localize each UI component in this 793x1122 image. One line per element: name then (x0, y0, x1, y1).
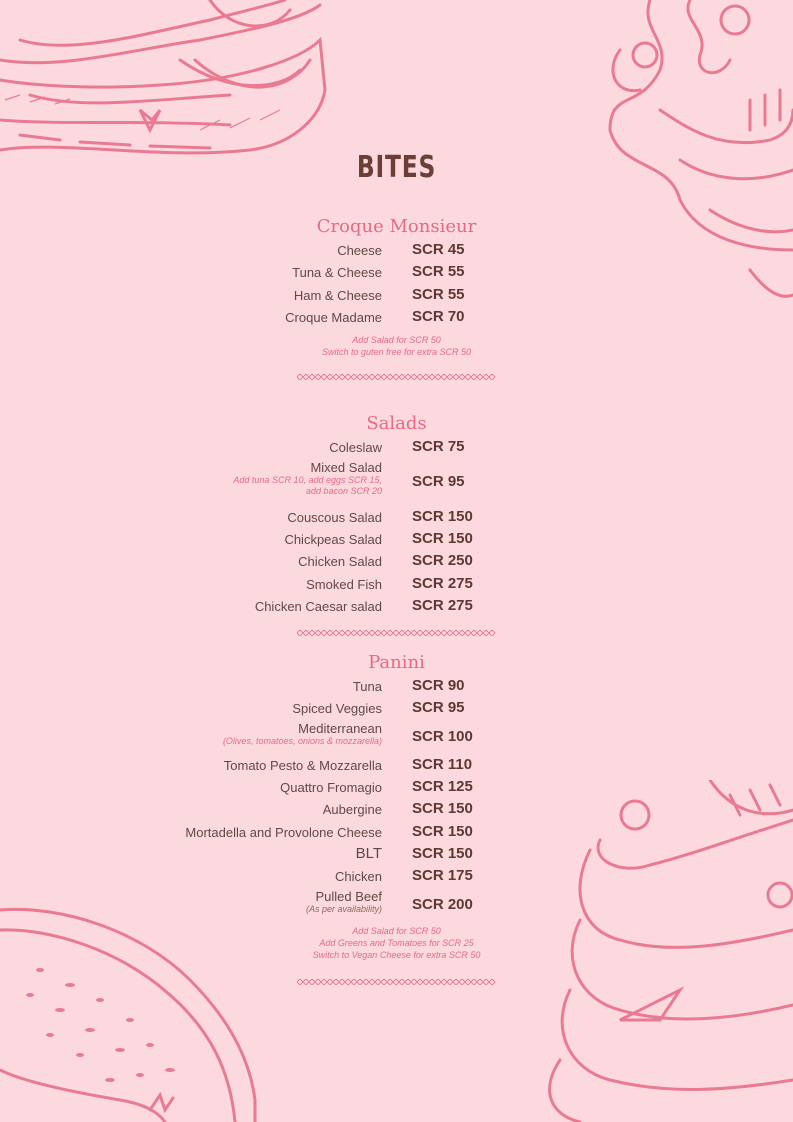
menu-item (0, 460, 793, 502)
item-name: Couscous Salad (287, 510, 382, 525)
item-price: SCR 150 (412, 530, 473, 547)
menu-item (0, 552, 793, 574)
item-price: SCR 55 (412, 263, 465, 280)
item-name: BLT (355, 845, 382, 862)
divider (297, 979, 497, 985)
menu-item (0, 575, 793, 597)
item-name (233, 460, 382, 497)
menu-item (0, 597, 793, 619)
section-title-croque-monsieur: Croque Monsieur (316, 216, 477, 237)
item-title: Pulled Beef (315, 889, 382, 904)
item-subtitle: (Olives, tomatoes, onions & mozzarella) (222, 736, 382, 746)
item-price: SCR 125 (412, 778, 473, 795)
item-title: Mixed Salad (310, 460, 382, 475)
item-subtitle: (As per availability) (305, 904, 382, 914)
item-price: SCR 45 (412, 241, 465, 258)
section-note: Switch to guten free for extra SCR 50 (321, 347, 472, 357)
page-title: BITES (356, 150, 437, 185)
item-name: Aubergine (322, 802, 382, 817)
item-name: Chicken Caesar salad (254, 599, 382, 614)
menu-item (0, 263, 793, 285)
section-note: Switch to Vegan Cheese for extra SCR 50 (312, 950, 481, 960)
section-note: Add Salad for SCR 50 (352, 335, 441, 345)
item-price: SCR 150 (412, 508, 473, 525)
menu-item (0, 756, 793, 778)
item-title: Mediterranean (298, 721, 382, 736)
menu-item (0, 530, 793, 552)
menu-item (0, 699, 793, 721)
menu-item (0, 845, 793, 867)
item-price: SCR 100 (412, 728, 473, 745)
item-price: SCR 75 (412, 438, 465, 455)
item-name: Coleslaw (329, 440, 382, 455)
section-note: Add Greens and Tomatoes for SCR 25 (319, 938, 474, 948)
item-name: Chicken Salad (298, 554, 382, 569)
item-price: SCR 150 (412, 823, 473, 840)
section-note: Add Salad for SCR 50 (352, 926, 441, 936)
item-name: Chicken (335, 869, 382, 884)
menu-item (0, 438, 793, 460)
item-name (306, 889, 382, 915)
menu-item (0, 800, 793, 822)
item-price: SCR 110 (412, 756, 473, 773)
menu-item (0, 889, 793, 921)
item-price: SCR 250 (412, 552, 473, 569)
item-price: SCR 275 (412, 575, 473, 592)
item-price: SCR 70 (412, 308, 465, 325)
item-price: SCR 95 (412, 699, 465, 716)
divider (297, 630, 497, 636)
item-subtitle: Add tuna SCR 10, add eggs SCR 15, (233, 475, 382, 485)
sandwich-illustration-top-left (0, 0, 330, 175)
section-title-panini: Panini (368, 652, 425, 673)
item-price: SCR 95 (412, 473, 465, 490)
menu-item (0, 823, 793, 845)
item-name: Cheese (337, 243, 382, 258)
item-price: SCR 150 (412, 800, 473, 817)
item-name: Chickpeas Salad (284, 532, 382, 547)
menu-item (0, 508, 793, 530)
item-price: SCR 275 (412, 597, 473, 614)
menu-item (0, 721, 793, 753)
item-price: SCR 175 (412, 867, 473, 884)
item-price: SCR 150 (412, 845, 473, 862)
item-subtitle: add bacon SCR 20 (305, 486, 382, 496)
item-price: SCR 55 (412, 286, 465, 303)
item-name: Quattro Fromagio (280, 780, 382, 795)
section-title-salads: Salads (366, 413, 427, 434)
item-name: Mortadella and Provolone Cheese (185, 825, 382, 840)
menu-item (0, 241, 793, 263)
menu-item (0, 778, 793, 800)
item-price: SCR 90 (412, 677, 465, 694)
menu-item (0, 677, 793, 699)
item-name: Tuna & Cheese (292, 265, 382, 280)
item-price: SCR 200 (412, 896, 473, 913)
divider (297, 374, 497, 380)
item-name: Tuna (352, 679, 382, 694)
menu-item (0, 308, 793, 330)
item-name: Smoked Fish (306, 577, 382, 592)
menu-item (0, 286, 793, 308)
item-name: Spiced Veggies (292, 701, 382, 716)
item-name (223, 721, 382, 747)
item-name: Ham & Cheese (293, 288, 382, 303)
item-name: Croque Madame (285, 310, 382, 325)
menu-item (0, 867, 793, 889)
item-name: Tomato Pesto & Mozzarella (223, 758, 382, 773)
